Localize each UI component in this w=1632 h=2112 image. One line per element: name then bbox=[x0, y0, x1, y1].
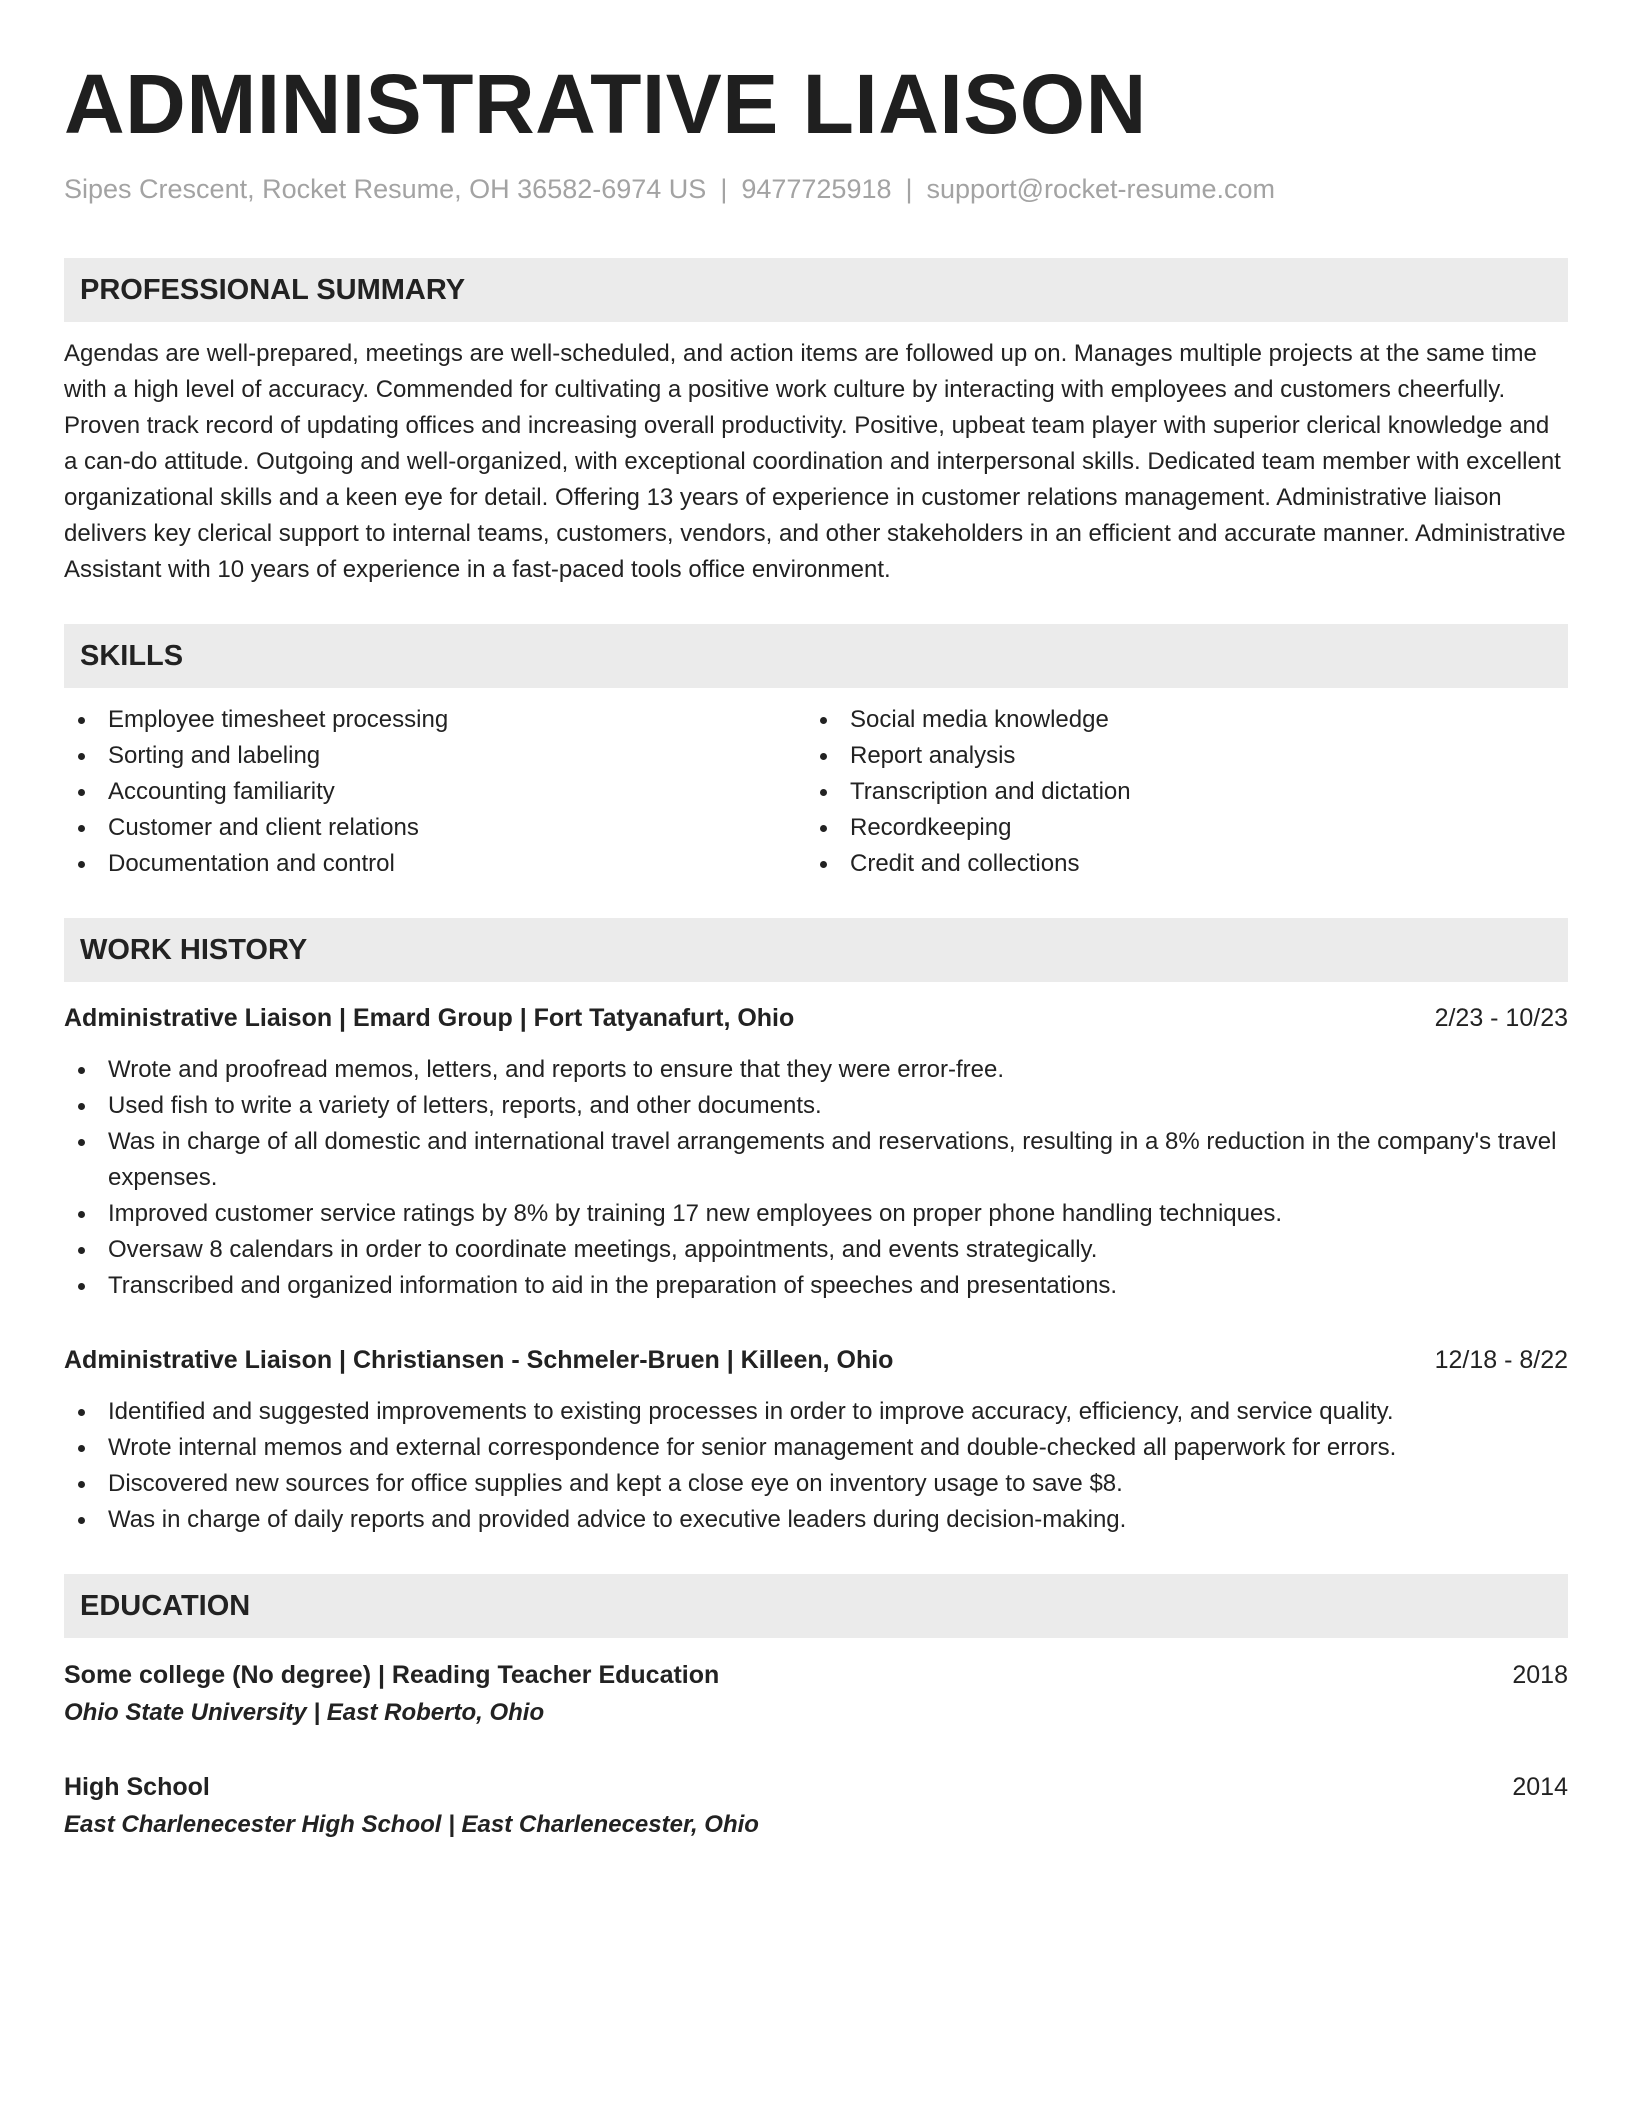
skills-column-left bbox=[64, 702, 806, 882]
skill-label: Sorting and labeling bbox=[108, 742, 321, 769]
job-bullet bbox=[64, 1466, 1568, 1502]
bullet-icon bbox=[78, 717, 85, 724]
education-year: 2014 bbox=[1512, 1773, 1568, 1801]
section-heading-education: EDUCATION bbox=[64, 1574, 1568, 1638]
job-bullet-text: Identified and suggested improvements to existing processes in order to improve accuracy, efficiency, and service quality. bbox=[108, 1398, 1394, 1425]
bullet-icon bbox=[820, 825, 827, 832]
resume-page bbox=[64, 56, 1568, 1844]
bullet-icon bbox=[78, 825, 85, 832]
skill-item bbox=[64, 810, 806, 846]
skill-label: Employee timesheet processing bbox=[108, 706, 449, 733]
skill-label: Customer and client relations bbox=[108, 814, 419, 841]
bullet-icon bbox=[78, 1139, 85, 1146]
job-bullet-text: Wrote internal memos and external correspondence for senior management and double-checked all paperwork for errors. bbox=[108, 1434, 1397, 1461]
education-title: Some college (No degree) | Reading Teacher Education bbox=[64, 1661, 720, 1689]
job-bullet bbox=[64, 1052, 1568, 1088]
section-heading-summary: PROFESSIONAL SUMMARY bbox=[64, 258, 1568, 322]
contact-phone: 9477725918 bbox=[741, 174, 892, 204]
bullet-icon bbox=[78, 1481, 85, 1488]
job-bullet-text: Improved customer service ratings by 8% by training 17 new employees on proper phone handling techniques. bbox=[108, 1200, 1283, 1227]
skill-label: Transcription and dictation bbox=[850, 778, 1131, 805]
bullet-icon bbox=[820, 789, 827, 796]
bullet-icon bbox=[78, 1211, 85, 1218]
skill-label: Social media knowledge bbox=[850, 706, 1109, 733]
job-bullet bbox=[64, 1196, 1568, 1232]
job-bullet bbox=[64, 1124, 1568, 1196]
skill-item bbox=[64, 738, 806, 774]
skill-label: Documentation and control bbox=[108, 850, 395, 877]
job-bullet bbox=[64, 1502, 1568, 1538]
job-bullet-text: Transcribed and organized information to aid in the preparation of speeches and presentations. bbox=[108, 1272, 1118, 1299]
job-bullets bbox=[64, 1052, 1568, 1304]
job-bullet bbox=[64, 1430, 1568, 1466]
bullet-icon bbox=[820, 717, 827, 724]
job-bullet bbox=[64, 1088, 1568, 1124]
education-entry bbox=[64, 1656, 1568, 1732]
job-dates: 12/18 - 8/22 bbox=[1434, 1346, 1568, 1374]
bullet-icon bbox=[78, 1067, 85, 1074]
bullet-icon bbox=[78, 1283, 85, 1290]
education-school: Ohio State University | East Roberto, Ohio bbox=[64, 1699, 545, 1726]
education-entry bbox=[64, 1768, 1568, 1844]
section-heading-skills: SKILLS bbox=[64, 624, 1568, 688]
skills-column-right bbox=[806, 702, 1548, 882]
job-bullet-text: Was in charge of all domestic and international travel arrangements and reservations, resulting in a 8% reduction in the company's travel expenses. bbox=[108, 1128, 1557, 1191]
job-bullet-text: Wrote and proofread memos, letters, and reports to ensure that they were error-free. bbox=[108, 1056, 1004, 1083]
contact-address: Sipes Crescent, Rocket Resume, OH 36582-6974 US bbox=[64, 174, 707, 204]
skill-label: Recordkeeping bbox=[850, 814, 1012, 841]
bullet-icon bbox=[78, 1409, 85, 1416]
skill-item bbox=[806, 702, 1548, 738]
skill-item bbox=[806, 846, 1548, 882]
job-bullet-text: Was in charge of daily reports and provided advice to executive leaders during decision-making. bbox=[108, 1506, 1127, 1533]
bullet-icon bbox=[78, 1517, 85, 1524]
job-header bbox=[64, 1342, 1568, 1378]
job-header bbox=[64, 1000, 1568, 1036]
skill-item bbox=[806, 810, 1548, 846]
bullet-icon bbox=[78, 861, 85, 868]
section-heading-work-history: WORK HISTORY bbox=[64, 918, 1568, 982]
candidate-name: ADMINISTRATIVE LIAISON bbox=[64, 57, 1147, 151]
contact-email: support@rocket-resume.com bbox=[926, 174, 1276, 204]
education-header bbox=[64, 1768, 1568, 1806]
job-bullet-text: Discovered new sources for office supplies and kept a close eye on inventory usage to save $8. bbox=[108, 1470, 1123, 1497]
job-entry bbox=[64, 1342, 1568, 1538]
job-entry bbox=[64, 1000, 1568, 1304]
job-bullet bbox=[64, 1268, 1568, 1304]
job-title: Administrative Liaison | Emard Group | Fort Tatyanafurt, Ohio bbox=[64, 1004, 795, 1032]
contact-separator: | bbox=[905, 174, 913, 204]
bullet-icon bbox=[78, 789, 85, 796]
summary-text: Agendas are well-prepared, meetings are well-scheduled, and action items are followed up on. Manages multiple projects at the same time with a high level of accuracy. Commended for cultivating a positive work culture by interacting with employees and customers cheerfully. Proven track record of updating offices and increasing overall productivity. Positive, upbeat team player with superior clerical knowledge and a can-do attitude. Outgoing and well-organized, with exceptional coordination and interpersonal skills. Dedicated team member with excellent organizational skills and a keen eye for detail. Offering 13 years of experience in customer relations management. Administrative liaison delivers key clerical support to internal teams, customers, vendors, and other stakeholders in an efficient and accurate manner. Administrative Assistant with 10 years of experience in a fast-paced tools office environment. bbox=[64, 340, 1566, 583]
job-dates: 2/23 - 10/23 bbox=[1434, 1004, 1568, 1032]
bullet-icon bbox=[78, 1445, 85, 1452]
job-bullet bbox=[64, 1232, 1568, 1268]
education-header bbox=[64, 1656, 1568, 1694]
bullet-icon bbox=[820, 861, 827, 868]
skill-label: Report analysis bbox=[850, 742, 1016, 769]
job-bullet bbox=[64, 1394, 1568, 1430]
contact-line bbox=[64, 172, 1568, 206]
job-bullet-text: Used fish to write a variety of letters, reports, and other documents. bbox=[108, 1092, 822, 1119]
job-bullets bbox=[64, 1394, 1568, 1538]
education-year: 2018 bbox=[1512, 1661, 1568, 1689]
skill-item bbox=[806, 738, 1548, 774]
education-school: East Charlenecester High School | East Charlenecester, Ohio bbox=[64, 1811, 759, 1838]
job-bullet-text: Oversaw 8 calendars in order to coordinate meetings, appointments, and events strategically. bbox=[108, 1236, 1098, 1263]
skills-grid bbox=[64, 702, 1568, 882]
skill-item bbox=[64, 846, 806, 882]
bullet-icon bbox=[78, 753, 85, 760]
skill-label: Accounting familiarity bbox=[108, 778, 335, 805]
bullet-icon bbox=[78, 1247, 85, 1254]
skill-item bbox=[806, 774, 1548, 810]
skill-item bbox=[64, 774, 806, 810]
skill-label: Credit and collections bbox=[850, 850, 1080, 877]
bullet-icon bbox=[78, 1103, 85, 1110]
skill-item bbox=[64, 702, 806, 738]
contact-separator: | bbox=[720, 174, 728, 204]
education-title: High School bbox=[64, 1773, 210, 1801]
job-title: Administrative Liaison | Christiansen - Schmeler-Bruen | Killeen, Ohio bbox=[64, 1346, 894, 1374]
bullet-icon bbox=[820, 753, 827, 760]
